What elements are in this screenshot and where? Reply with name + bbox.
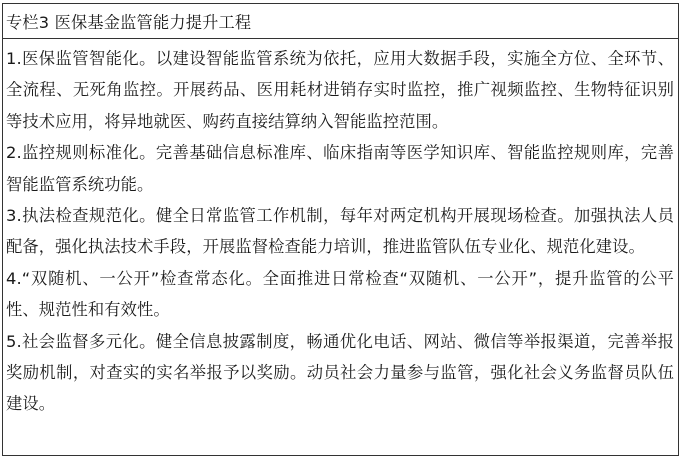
- item-law-enforcement: 3.执法检查规范化。健全日常监管工作机制，每年对两定机构开展现场检查。加强执法人员配备，强化执法技术手段，开展监督检查能力培训，推进监管队伍专业化、规范化建设。: [6, 206, 674, 257]
- item-social-supervision: 5.社会监督多元化。健全信息披露制度，畅通优化电话、网站、微信等举报渠道，完善举报奖励机制，对查实的实名举报予以奖励。动员社会力量参与监管，强化社会义务监督员队伍建设。: [6, 331, 674, 414]
- box-title: 专栏3 医保基金监管能力提升工程: [3, 4, 678, 39]
- box-body: [3, 39, 678, 420]
- item-intelligent-supervision: 1.医保监管智能化。以建设智能监管系统为依托，应用大数据手段，实施全方位、全环节、全流程、无死角监控。开展药品、医用耗材进销存实时监控，推广视频监控、生物特征识别等技术应用，将异地就医、购药直接结算纳入智能监控范围。: [6, 49, 674, 131]
- item-double-random-inspection: 4.“双随机、一公开”检查常态化。全面推进日常检查“双随机、一公开”，提升监管的公平性、规范性和有效性。: [6, 268, 674, 320]
- item-monitoring-rules: 2.监控规则标准化。完善基础信息标准库、临床指南等医学知识库、智能监控规则库，完善智能监管系统功能。: [6, 143, 674, 194]
- column-box: [2, 3, 679, 456]
